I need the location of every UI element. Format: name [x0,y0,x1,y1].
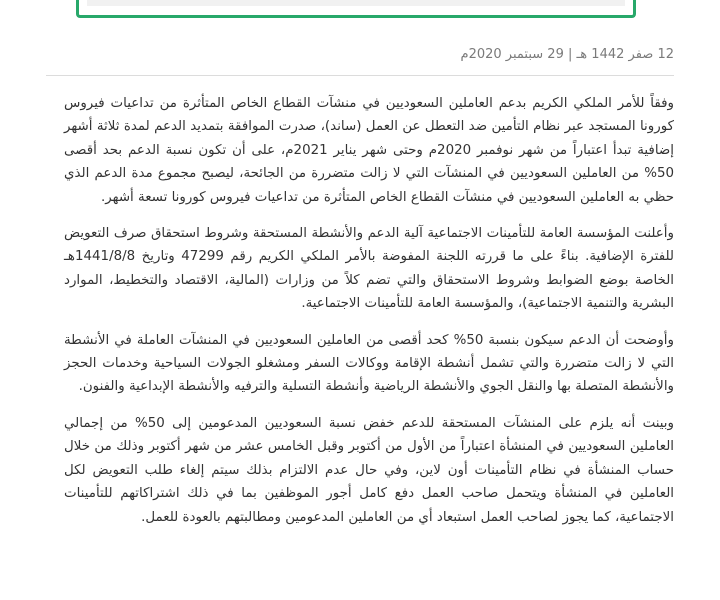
header-card [76,0,636,18]
article-date: 12 صفر 1442 هـ | 29 سبتمبر 2020م [460,47,674,62]
article-paragraph: وفقاً للأمر الملكي الكريم بدعم العاملين السعوديين في منشآت القطاع الخاص المتأثرة من تداعيات فيروس كورونا المستجد عبر نظام التأمين ضد التعطل عن العمل (ساند)، صدرت الموافقة بتمديد الدعم لمدة ثلاثة أشهر إضافية تبدأ اعتباراً من شهر نوفمبر 2020م وحتى شهر يناير 2021م، على أن تكون نسبة الدعم بحد أقصى 50% من العاملين السعوديين في المنشآت التي لا زالت متضررة من الجائحة، ليصبح مجموع مدة الدعم الذي حظي به العاملين السعوديين في منشآت القطاع الخاص المتأثرة من تداعيات فيروس كورونا تسعة أشهر. [64,96,674,205]
header-card-fill [87,0,625,6]
article-body [64,92,674,542]
article-paragraph: وأعلنت المؤسسة العامة للتأمينات الاجتماعية آلية الدعم والأنشطة المستحقة وشروط استحقاق صرف التعويض للفترة الإضافية. بناءً على ما قررته اللجنة المفوضة بالأمر الملكي الكريم رقم 47299 وتاريخ 1441/8/8هـ الخاصة بوضع الضوابط وشروط الاستحقاق والتي تضم كلاً من وزارات (المالية، الاقتصاد والتخطيط، الموارد البشرية والتنمية الاجتماعية)، والمؤسسة العامة للتأمينات الاجتماعية. [64,226,674,312]
article-paragraph: وأوضحت أن الدعم سيكون بنسبة 50% كحد أقصى من العاملين السعوديين في المنشآت العاملة في الأنشطة التي لا زالت متضررة والتي تشمل أنشطة الإقامة ووكالات السفر ومشغلو الجولات السياحية وخدمات الحجز والأنشطة المتصلة بها والنقل الجوي والأنشطة الرياضية وأنشطة التسلية والترفيه والأنشطة الإبداعية والفنون. [64,332,674,395]
divider [46,75,674,76]
article-paragraph: وبينت أنه يلزم على المنشآت المستحقة للدعم خفض نسبة السعوديين المدعومين إلى 50% من إجمالي العاملين السعوديين في المنشأة اعتباراً من الأول من أكتوبر وقبل الخامس عشر من شهر أكتوبر وذلك من خلال حساب المنشأة في نظام التأمينات أون لاين، وفي حال عدم الالتزام بذلك سيتم إلغاء طلب التعويض لكل العاملين في المنشأة ويتحمل صاحب العمل دفع كامل أجور الموظفين بما في ذلك اشتراكاتهم للتأمينات الاجتماعية، كما يجوز لصاحب العمل استبعاد أي من العاملين المدعومين ومطالبتهم بالعودة للعمل. [64,415,674,525]
